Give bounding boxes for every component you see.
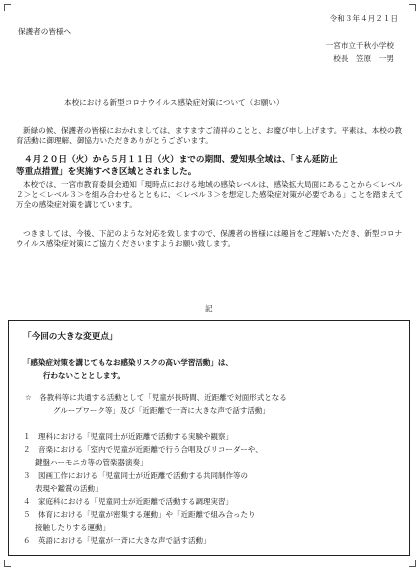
list-item: ６ 英語における「児童が一斉に大きな声で話す活動」 — [23, 536, 211, 545]
body-paragraph-1: 本校では、一宮市教育委員会通知「現時点における地域の感染レベルは、感染拡大局面にあることから＜レベル２＞と＜レベル３＞を組み合わせるとともに、＜レベル３＞を想定した感染症対策が必要である」ことを踏まえて万全の感染症対策を講じています。 — [16, 180, 404, 209]
main-change-line-1: 「感染症対策を講じてもなお感染リスクの高い学習活動」は、 — [23, 358, 233, 367]
notice-line-1: ４月２０日（火）から５月１１日（火）までの期間、愛知県全域は、「まん延防止 — [24, 155, 338, 165]
recipient: 保護者の皆様へ — [18, 27, 72, 36]
list-item: 鍵盤ハーモニカ等の管楽器演奏」 — [35, 458, 148, 467]
list-item: 接触したりする運動」 — [35, 523, 110, 532]
list-item: ５ 体育における「児童が密集する運動」や「近距離で組み合ったり — [23, 510, 256, 519]
list-item: 表現や鑑賞の活動」 — [35, 484, 103, 493]
corner-mark-top-left — [4, 4, 11, 11]
ki-heading: 記 — [205, 304, 213, 313]
corner-mark-bottom-right — [409, 560, 416, 567]
notice-line-2: 等重点措置」を実施すべき区域とされました。 — [16, 167, 197, 177]
corner-mark-bottom-left — [4, 560, 11, 567]
list-item: １ 理科における「児童同士が近距離で活動する実験や観察」 — [23, 432, 233, 441]
corner-mark-top-right — [409, 4, 416, 11]
document-title: 本校における新型コロナウイルス感染症対策について（お願い） — [64, 98, 284, 107]
list-item: ２ 音楽における「室内で児童が近距離で行う合唱及びリコーダーや、 — [23, 445, 263, 454]
body-paragraph-2: つきましては、今後、下記のような対応を致しますので、保護者の皆様には趣旨をご理解いただき、新型コロナウイルス感染症対策にご協力くださいますようお願い致します。 — [16, 229, 403, 248]
box-heading: 「今回の大きな変更点」 — [23, 332, 118, 342]
document-date: 令和３年４月２１日 — [329, 14, 398, 23]
changes-box — [8, 320, 410, 556]
school-name: 一宮市立千秋小学校 — [325, 41, 394, 50]
principal-name: 校長 笠原 一男 — [333, 54, 394, 63]
list-item: ３ 図画工作における「児童同士が近距離で活動する共同制作等の — [23, 471, 248, 480]
common-activity-line-1: ☆ 各教科等に共通する活動として「児童が長時間、近距離で対面形式となる — [25, 393, 287, 402]
greeting-paragraph: 新緑の候、保護者の皆様におかれましては、ますますご清祥のことと、お慶び申し上げます。平素は、本校の教育活動に御理解、御協力いただきありがとうございます。 — [16, 126, 403, 145]
list-item: ４ 家庭科における「児童同士が近距離で活動する調理実習」 — [23, 497, 233, 506]
main-change-line-2: 行わないこととします。 — [43, 371, 125, 380]
common-activity-line-2: グループワーク等」及び「近距離で一斉に大きな声で話す活動」 — [53, 406, 270, 415]
